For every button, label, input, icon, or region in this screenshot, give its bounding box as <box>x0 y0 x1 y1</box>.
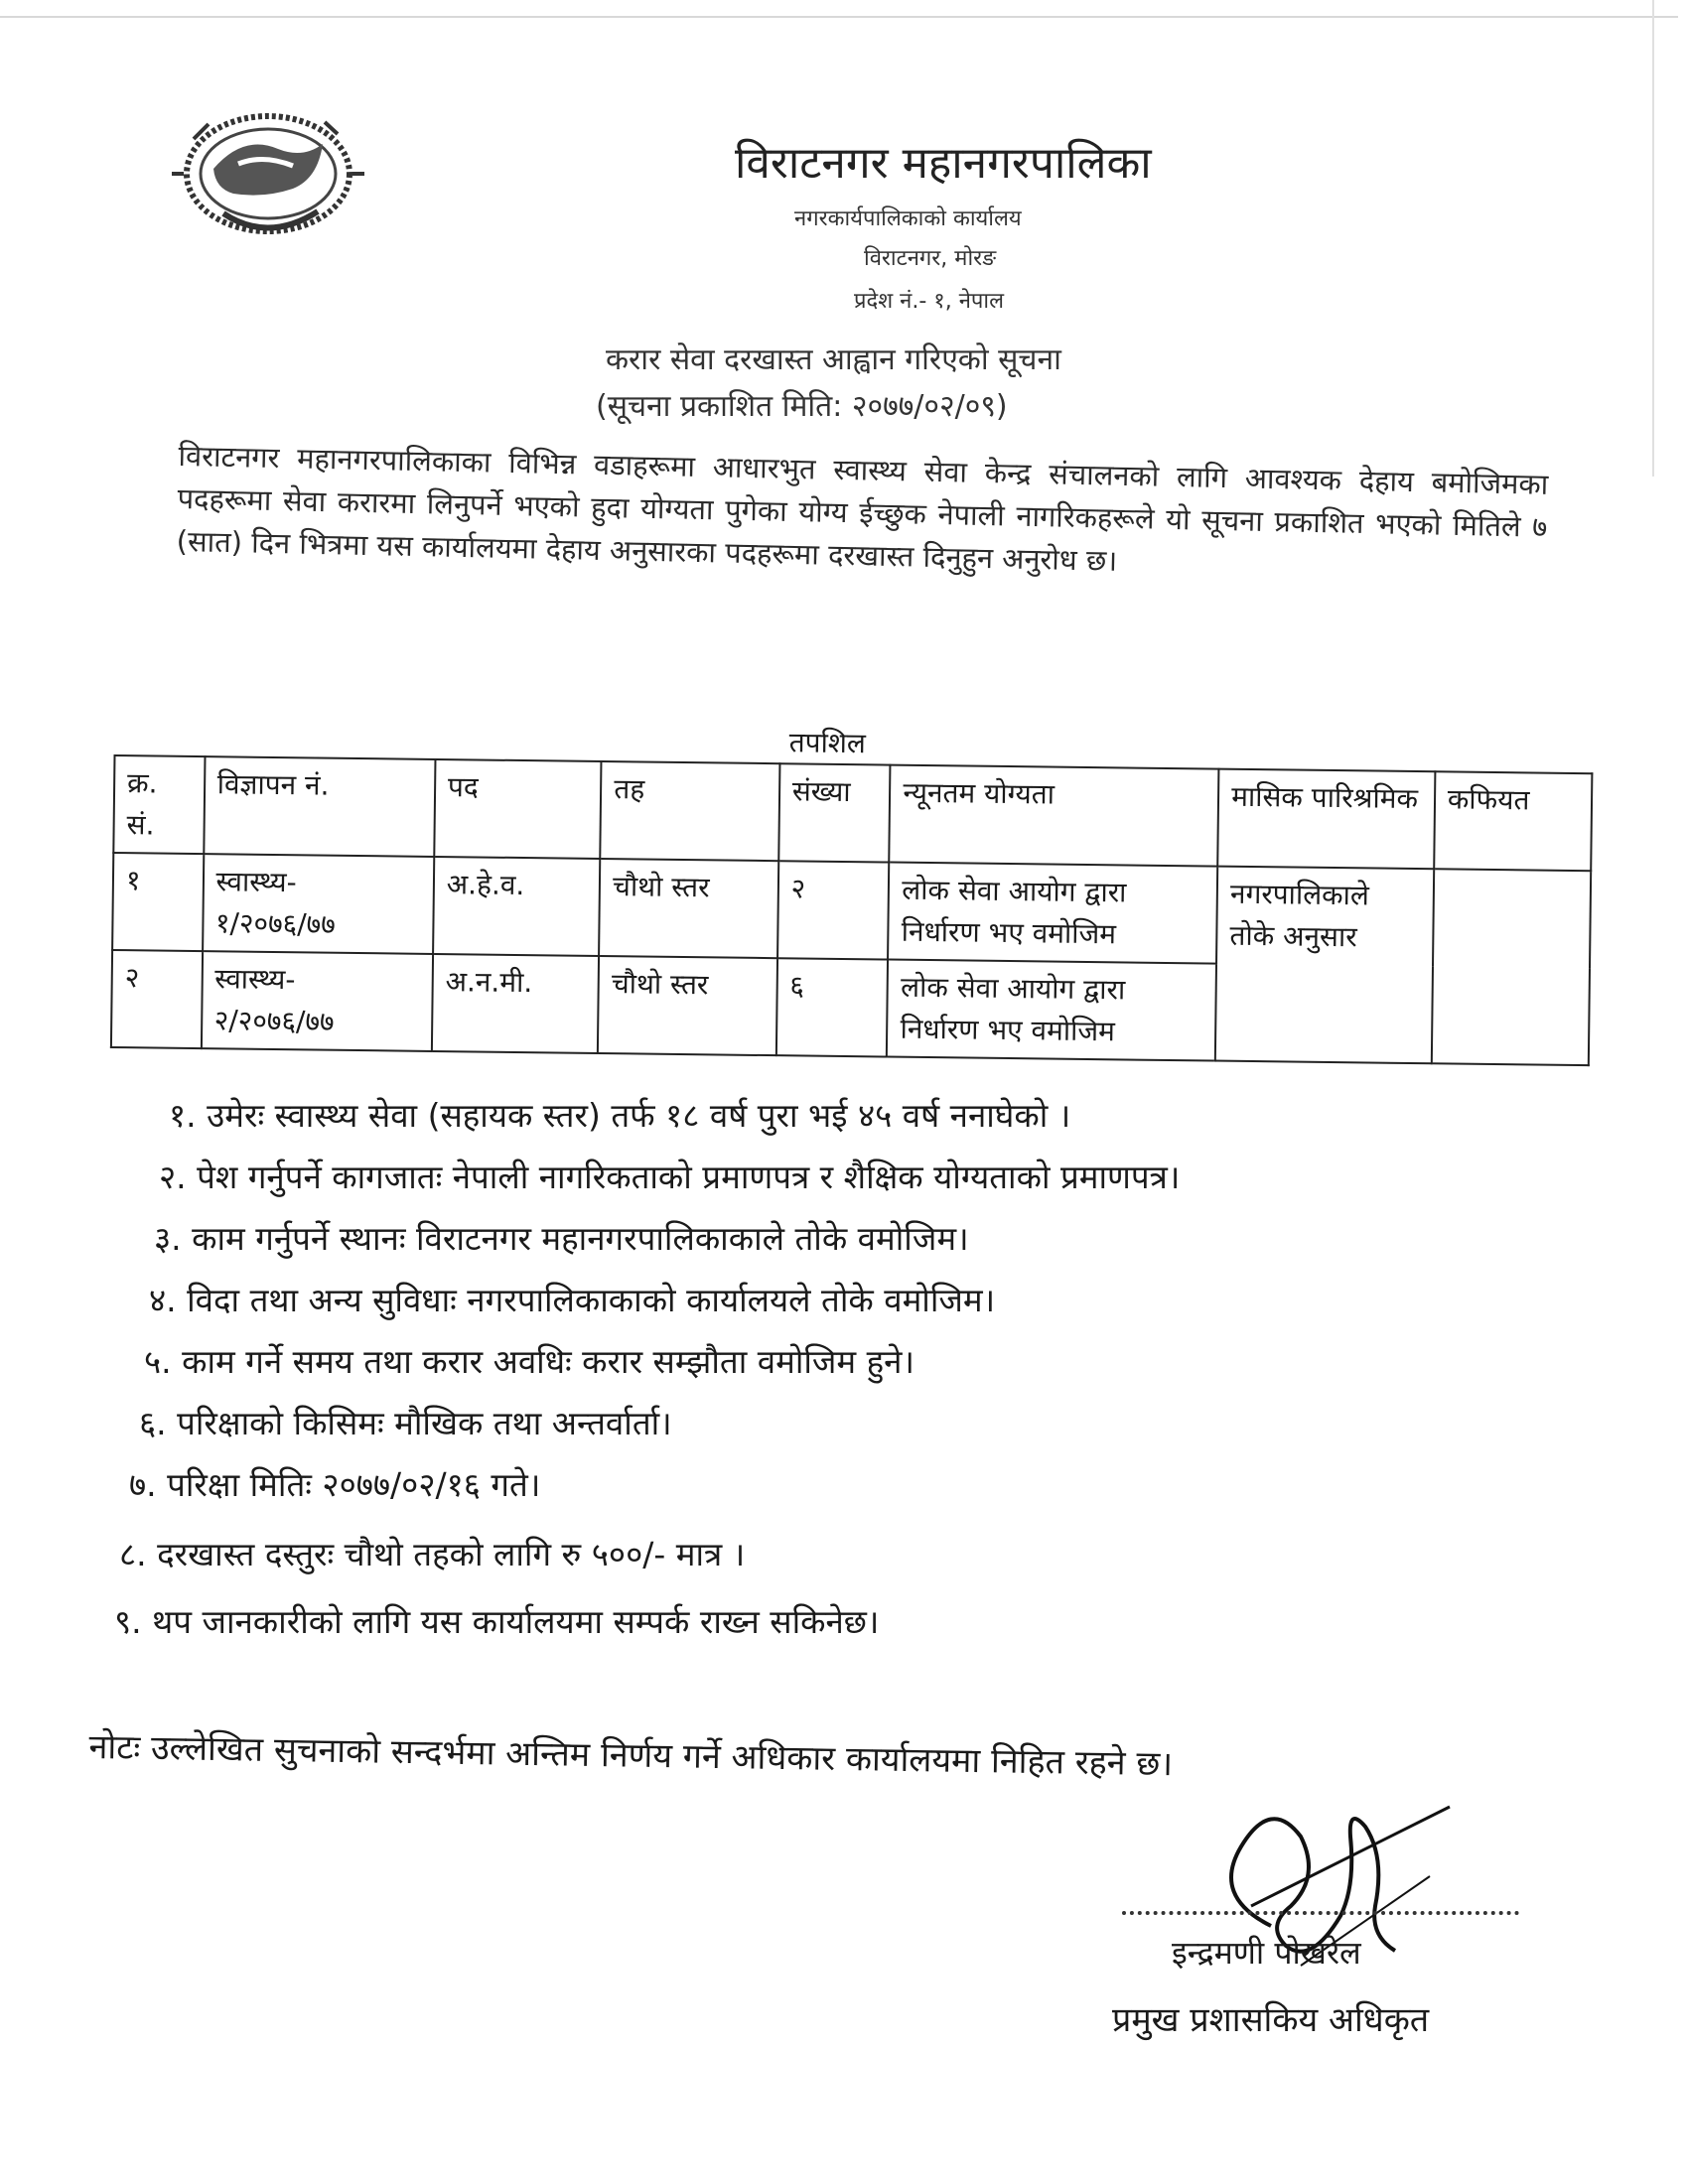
notice-date: (सूचना प्रकाशित मिति: २०७७/०२/०९) <box>596 389 1008 424</box>
notice-title: करार सेवा दरखास्त आह्वान गरिएको सूचना <box>606 342 1061 377</box>
condition-item: ९. थप जानकारीको लागि यस कार्यालयमा सम्पर्क राख्न सकिनेछ। <box>114 1602 880 1641</box>
header-salary: मासिक पारिश्रमिक <box>1217 769 1435 870</box>
condition-item: ३. काम गर्नुपर्ने स्थानः विराटनगर महानगरपालिकाकाले तोके वमोजिम। <box>154 1219 969 1258</box>
note-text: नोटः उल्लेखित सुचनाको सन्दर्भमा अन्तिम निर्णय गर्ने अधिकार कार्यालयमा निहित रहने छ। <box>88 1726 1174 1785</box>
vacancy-table-section <box>114 715 1594 1048</box>
office-location: विराटनगर, मोरङ <box>864 246 997 271</box>
cell-level: चौथो स्तर <box>598 956 777 1055</box>
condition-item: १. उमेरः स्वास्थ्य सेवा (सहायक स्तर) तर्फ १८ वर्ष पुरा भई ४५ वर्ष ननाघेको । <box>169 1096 1071 1135</box>
signature-block <box>1112 1817 1529 2144</box>
cell-salary: नगरपालिकाले तोके अनुसार <box>1215 867 1434 1064</box>
cell-sn: २ <box>111 950 203 1048</box>
cell-qualification: लोक सेवा आयोग द्वारा निर्धारण भए वमोजिम <box>887 960 1216 1061</box>
condition-item: ८. दरखास्त दस्तुरः चौथो तहको लागि रु ५००/- मात्र । <box>119 1535 746 1573</box>
condition-item: ५. काम गर्ने समय तथा करार अवधिः करार सम्झौता वमोजिम हुने। <box>144 1342 914 1381</box>
condition-item: ४. विदा तथा अन्य सुविधाः नगरपालिकाकाको कार्यालयले तोके वमोजिम। <box>149 1281 996 1319</box>
office-province: प्रदेश नं.- १, नेपाल <box>854 289 1005 314</box>
nepal-emblem-icon <box>154 94 382 263</box>
cell-post: अ.न.मी. <box>432 954 600 1053</box>
header-qualification: न्यूनतम योग्यता <box>890 765 1219 867</box>
cell-count: ६ <box>776 958 889 1056</box>
header-level: तह <box>600 761 779 861</box>
scan-edge-top <box>0 16 1678 18</box>
table-header-row <box>113 755 1592 871</box>
cell-sn: १ <box>112 853 204 951</box>
intro-paragraph: विराटनगर महानगरपालिकाका विभिन्न वडाहरूमा आधारभुत स्वास्थ्य सेवा केन्द्र संचालनको लागि आवश्यक देहाय बमोजिमका पदहरूमा सेवा करारमा लिनुपर्ने भएको हुदा योग्यता पुगेका योग्य ईच्छुक नेपाली नागरिकहरूले यो सूचना प्रकाशित भएको मितिले ७ (सात) दिन भित्रमा यस कार्यालयमा देहाय अनुसारका पदहरूमा दरखास्त दिनुहुन अनुरोध छ। <box>176 438 1549 578</box>
scan-edge-right <box>1652 0 1654 477</box>
condition-item: २. पेश गर्नुपर्ने कागजातः नेपाली नागरिकताको प्रमाणपत्र र शैक्षिक योग्यताको प्रमाणपत्र। <box>159 1158 1181 1196</box>
signer-name: इन्द्रमणी पोखरेल <box>1172 1934 1361 1972</box>
cell-count: २ <box>777 861 890 959</box>
condition-item: ७. परिक्षा मितिः २०७७/०२/१६ गते। <box>129 1465 541 1504</box>
header-sn: क्र. सं. <box>113 755 205 854</box>
table-caption: तपशिल <box>788 726 867 760</box>
cell-remarks <box>1432 869 1592 1065</box>
cell-level: चौथो स्तर <box>599 859 778 958</box>
signature-line <box>1122 1911 1519 1915</box>
header-post: पद <box>434 759 602 859</box>
header-remarks: कफियत <box>1434 771 1592 871</box>
office-name: नगरकार्यपालिकाको कार्यालय <box>794 206 1022 231</box>
cell-post: अ.हे.व. <box>433 857 601 956</box>
table-row <box>112 853 1591 968</box>
vacancy-table <box>110 754 1594 1066</box>
cell-ad-no: स्वास्थ्य- २/२०७६/७७ <box>201 951 432 1051</box>
cell-qualification: लोक सेवा आयोग द्वारा निर्धारण भए वमोजिम <box>888 863 1217 964</box>
header-count: संख्या <box>778 763 891 862</box>
org-name: विराटनगर महानगरपालिका <box>735 138 1152 189</box>
condition-item: ६. परिक्षाको किसिमः मौखिक तथा अन्तर्वार्ता। <box>139 1404 672 1442</box>
header-ad-no: विज्ञापन नं. <box>204 756 435 857</box>
signer-title: प्रमुख प्रशासकिय अधिकृत <box>1112 2000 1430 2040</box>
cell-ad-no: स्वास्थ्य- १/२०७६/७७ <box>203 854 434 954</box>
